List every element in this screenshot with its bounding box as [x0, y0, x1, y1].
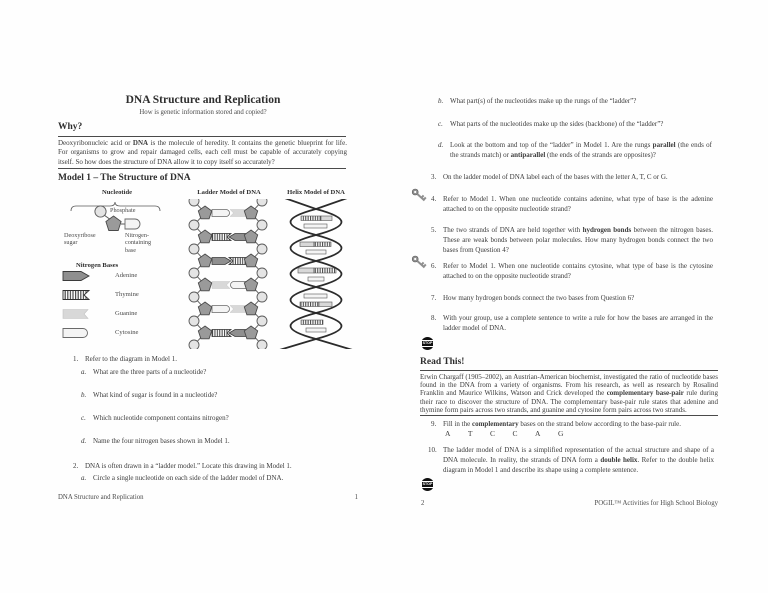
question-1: 1. Refer to the diagram in Model 1.: [73, 355, 177, 363]
ladder-model-diagram: [186, 199, 270, 349]
model1-heading: Model 1 – The Structure of DNA: [58, 173, 191, 183]
phosphate-circles: [189, 199, 267, 349]
read-this-heading: Read This!: [420, 357, 465, 367]
question-1a: a. What are the three parts of a nucleotide?: [81, 368, 207, 376]
nucleotide-label: Nucleotide: [102, 189, 133, 196]
base-letter: A: [445, 429, 451, 438]
page-subtitle: How is genetic information stored and copied?: [139, 109, 267, 116]
base-letter: T: [467, 429, 473, 438]
question-2: 2. DNA is often drawn in a “ladder model.” Locate this drawing in Model 1.: [73, 462, 292, 470]
question-3: 3. On the ladder model of DNA label each of the bases with the letter A, T, C or G.: [431, 173, 668, 181]
ladder-model-title: Ladder Model of DNA: [197, 189, 261, 196]
question-1c: c. Which nucleotide component contains nitrogen?: [81, 414, 229, 422]
base-letter: A: [535, 429, 541, 438]
question-10: 10. The ladder model of DNA is a simplified representation of the actual structure and shape of a DNA molecule. In reality, the strands of DNA form a double helix. Refer to the double helix diagram in Model 1 and describe its shape using a complete sentence.: [428, 446, 715, 474]
thymine-shape-icon: [62, 289, 92, 301]
question-1b: b. What kind of sugar is found in a nucleotide?: [81, 391, 218, 399]
worksheet-page-1: [48, 88, 366, 528]
footer-brand: POGIL™ Activities for High School Biology: [594, 500, 718, 507]
stop-sign-icon: STOP: [421, 478, 434, 491]
base-shape-icon: [125, 219, 140, 229]
question-7: 7. How many hydrogen bonds connect the two bases from Question 6?: [431, 294, 635, 302]
stop-sign-icon: STOP: [421, 337, 434, 350]
phosphate-label: Phosphate: [110, 207, 136, 214]
nucleotide-diagram: Nucleotide Phosphate Deoxyribose sugar Nitrogen- containing base: [58, 188, 190, 276]
adenine-shape-icon: [62, 270, 92, 282]
page-number: 2: [421, 500, 425, 507]
question-2b: b. What part(s) of the nucleotides make up the rungs of the “ladder”?: [438, 97, 637, 105]
why-paragraph: Deoxyribonucleic acid or DNA is the molecule of heredity. It contains the genetic blueprint for life. For organisms to grow and repair damaged cells, each cell must be capable of accurately copying itself. So how does the structure of DNA allow it to copy itself so accurately?: [58, 139, 347, 166]
legend-label: Thymine: [115, 291, 139, 298]
legend-row-thymine: [62, 289, 139, 303]
key-icon: [411, 255, 428, 270]
sugar-label: Deoxyribose: [64, 232, 96, 239]
footer-title: DNA Structure and Replication: [58, 494, 144, 501]
legend-label: Cytosine: [115, 329, 139, 336]
nitrogen-bases-heading: Nitrogen Bases: [76, 262, 119, 269]
question-1d: d. Name the four nitrogen bases shown in Model 1.: [81, 437, 230, 445]
key-icon: [411, 188, 428, 203]
base-label: Nitrogen-: [125, 232, 150, 239]
rule-divider: [420, 415, 718, 416]
question-8: 8. With your group, use a complete sentence to write a rule for how the bases are arranged in the ladder model of DNA.: [431, 314, 713, 332]
question-4: 4. Refer to Model 1. When one nucleotide contains adenine, what type of base is the adenine attached to on the opposite nucleotide strand?: [431, 195, 713, 213]
rule-divider: [58, 168, 346, 169]
question-9: 9. Fill in the complementary bases on the strand below according to the base-pair rule.: [431, 420, 681, 428]
question-2a: a. Circle a single nucleotide on each side of the ladder model of DNA.: [81, 474, 284, 482]
cytosine-shape-icon: [62, 327, 92, 339]
helix-model-title: Helix Model of DNA: [287, 189, 345, 196]
base-pair-rungs: [212, 210, 248, 337]
read-this-paragraph: Erwin Chargaff (1905–2002), an Austrian-American biochemist, investigated the ratio of nucleotide bases found in the DNA from a variety of organisms. From his research, as well as research by Rosalind Franklin and Maurice Wilkins, Watson and Crick developed the complementary base-pair rule during their race to discover the structure of DNA. The complementary base-pair rule states that adenine and thymine form pairs across two strands, and guanine and cytosine form pairs across two strands.: [420, 373, 718, 414]
legend-row-cytosine: [62, 327, 139, 341]
why-heading: Why?: [58, 122, 83, 132]
legend-row-adenine: [62, 270, 138, 284]
guanine-shape-icon: [62, 308, 92, 320]
page1-footer: [58, 494, 358, 501]
base-letter: G: [557, 429, 564, 438]
page-number: 1: [354, 494, 358, 501]
base-letter: C: [490, 429, 496, 438]
sugar-pentagons: [198, 206, 257, 339]
rule-divider: [58, 136, 346, 137]
helix-model-diagram: [274, 199, 358, 349]
page2-footer: [421, 500, 718, 507]
legend-row-guanine: [62, 308, 138, 322]
question-5: 5. The two strands of DNA are held together with hydrogen bonds between the nitrogen bases. These are weak bonds between polar molecules. How many hydrogen bonds connect the two bases from Question 4?: [431, 226, 713, 254]
rule-divider: [420, 370, 718, 371]
legend-label: Adenine: [115, 272, 138, 279]
question-2c: c. What parts of the nucleotides make up the sides (backbone) of the “ladder”?: [438, 120, 664, 128]
page-title: DNA Structure and Replication: [125, 94, 281, 106]
base-letter: C: [512, 429, 518, 438]
helix-base-pairs: [298, 216, 336, 332]
question-6: 6. Refer to Model 1. When one nucleotide contains cytosine, what type of base is the cytosine attached to on the opposite nucleotide strand?: [431, 262, 713, 280]
question-2d: d. Look at the bottom and top of the “ladder” in Model 1. Are the rungs parallel (the ends of the strands match) or antiparallel (the ends of the strands are opposites)?: [438, 141, 712, 159]
helix-strands: [276, 199, 356, 349]
base-strand-letters: [445, 429, 563, 438]
worksheet-page-2: [415, 88, 727, 538]
legend-label: Guanine: [115, 310, 138, 317]
phosphate-circle-icon: [95, 206, 106, 217]
